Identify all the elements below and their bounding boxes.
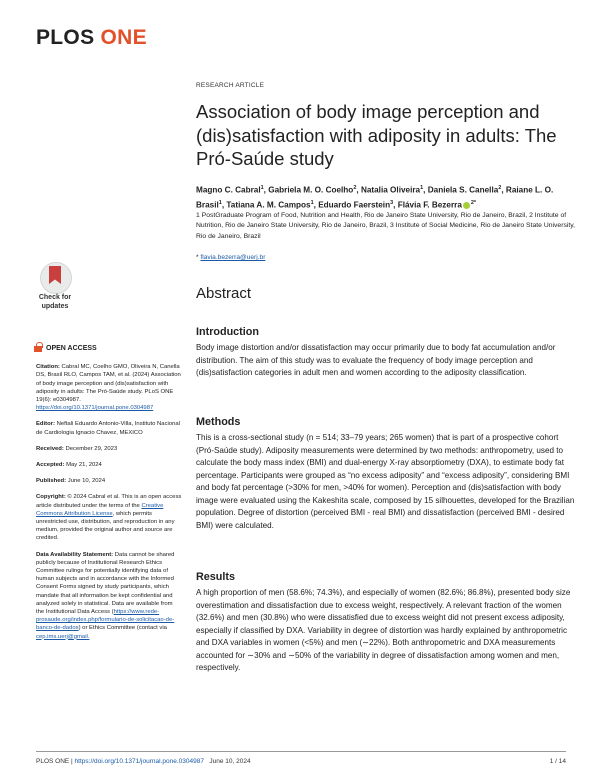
introduction-heading: Introduction <box>196 326 259 338</box>
affiliations: 1 PostGraduate Program of Food, Nutrition and Health, Rio de Janeiro State University, Rio de Janeiro, Brazil, 2 Institute of Nutrition, Rio de Janeiro State University, Rio de Janeiro, Brazil, 3 Institute of Social Medicine, Rio de Janeiro State University, Rio de Janeiro, Brazil <box>196 212 576 240</box>
article-title: Association of body image perception and (dis)satisfaction with adiposity in adults: The Pró-Saúde study <box>196 101 557 169</box>
footer-doi-link[interactable]: https://doi.org/10.1371/journal.pone.0304987 <box>74 758 204 765</box>
page-number: 1 / 14 <box>549 758 566 765</box>
check-for-updates-badge[interactable]: Check for updates <box>32 262 78 318</box>
results-heading: Results <box>196 571 236 583</box>
corresponding-author: * flavia.bezerra@uerj.br <box>196 254 266 261</box>
corresponding-email-link[interactable]: flavia.bezerra@uerj.br <box>200 254 266 261</box>
received-date: Received: December 29, 2023 <box>36 445 118 452</box>
methods-text: This is a cross-sectional study (n = 514; 33–79 years; 265 women) that is part of a prospective cohort (Pró-Saúde study). Adiposity measurements were determined by two methods: anthropometry, used to calculate the body mass index (BMI) and dual-energy X-ray absorptiometry (DXA), to estimate body fat percentage. Participants were grouped as “no excess adiposity” and “excess adiposity”, considering BMI and body fat percentage (>30% for men, >40% for women). Perception and (dis)satisfaction with body image were evaluated using the Kakeshita scale, composed by 15 silhouettes, developed for the Brazilian population. Degree of distortion (perceived BMI - real BMI) and dissatisfaction (perceived BMI - desired BMI) were calculated. <box>196 433 575 530</box>
author-name[interactable]: Natalia Oliveira <box>360 185 421 195</box>
license-link[interactable]: Creative Commons Attribution License <box>36 502 164 517</box>
author-name[interactable]: Tatiana A. M. Campos <box>226 200 311 210</box>
editor: Editor: Neftali Eduardo Antonio-Villa, Instituto Nacional de Cardiologia Ignacio Chavez, MEXICO <box>36 421 180 436</box>
results-text: A high proportion of men (58.6%; 74.3%), and especially of women (82.6%; 86.8%), presented body size overestimation and dissatisfaction due to excess weight, respectively. A relevant fraction of the women (32.6%) and men (30.8%) who were dissatisfied due to excess weight did not present excess adiposity, especially if classified by DXA. Variability in degree of distortion was hardly explained by anthropometric and DXA variables in women (<5%) and men (∼22%). Both anthropometric and DXA measurements accounted for ∼30% and ∼50% of the variability in degree of dissatisfaction among women and men, respectively. <box>196 588 571 672</box>
author-name[interactable]: Gabriela M. O. Coelho <box>268 185 354 195</box>
introduction-text: Body image distortion and/or dissatisfaction may occur primarily due to body fat accumulation and/or distribution. The aim of this study was to evaluate the frequency of body image perception and (dis)satisfaction categories in adult men and women according to the adiposity classification. <box>196 343 556 377</box>
journal-logo: PLOS ONE <box>36 26 147 49</box>
author-name[interactable]: Magno C. Cabral <box>196 185 261 195</box>
page-footer: PLOS ONE | https://doi.org/10.1371/journal.pone.0304987 June 10, 2024 <box>36 758 251 765</box>
open-lock-icon <box>36 344 43 353</box>
data-availability: Data Availability Statement: Data cannot be shared publicly because of Institutional Research Ethics Committee rulings for potentially identifying data of human subjects and in accordance with the Informed Consent Forms signed by study participants, which mandate that all information be kept confidential and analyzed solely in statistical. Data are available from the Institutional Data Access (https://www.rede-prosaude.org/index.php/formulario-de-solicitacao-de-banco-de-dados) or Ethics Committee (contact via cep.ims.uerj@gmail. <box>36 551 175 640</box>
methods-heading: Methods <box>196 416 241 428</box>
copyright: Copyright: © 2024 Cabral et al. This is an open access article distributed under the terms of the Creative Commons Attribution License, which permits unrestricted use, distribution, and reproduction in any medium, provided the original author and source are credited. <box>36 494 182 542</box>
author-name[interactable]: Flávia F. Bezerra <box>397 200 462 210</box>
orcid-icon[interactable] <box>463 202 470 209</box>
article-info-sidebar <box>36 344 182 649</box>
footer-divider <box>36 751 566 752</box>
author-name[interactable]: Eduardo Faerstein <box>318 200 391 210</box>
article-type: RESEARCH ARTICLE <box>196 82 265 89</box>
data-request-link[interactable]: https://www.rede-prosaude.org/index.php/formulario-de-solicitacao-de-banco-de-dados <box>36 609 175 632</box>
author-list: Magno C. Cabral$^1$, Gabriela M. O. Coelho$^2$, Natalia Oliveira$^1$, Daniela S. Canella$^2$, Raiane L. O. Brasil$^1$, Tatiana A. M. Campos$^1$, Eduardo Faerstein$^3$, Flávia F. Bezerra $^{2*}$ <box>196 185 554 210</box>
open-access-badge: OPEN ACCESS <box>36 344 182 353</box>
published-date: Published: June 10, 2024 <box>36 478 106 485</box>
citation-doi-link[interactable]: https://doi.org/10.1371/journal.pone.0304987 <box>36 405 154 412</box>
author-name[interactable]: Daniela S. Canella <box>427 185 499 195</box>
accepted-date: Accepted: May 21, 2024 <box>36 462 102 469</box>
citation: Citation: Cabral MC, Coelho GMO, Oliveira N, Canella DS, Brasil RLO, Campos TAM, et al. (2024) Association of body image perception and (dis)satisfaction with adiposity in adults: The Pró-Saúde study. PLoS ONE 19(6): e0304987. https://doi.org/10.1371/journal.pone.0304987 <box>36 364 181 412</box>
author-name[interactable]: Raiane L. O. Brasil <box>196 185 554 210</box>
abstract-heading: Abstract <box>196 285 252 302</box>
ethics-email-link[interactable]: cep.ims.uerj@gmail. <box>36 633 90 640</box>
